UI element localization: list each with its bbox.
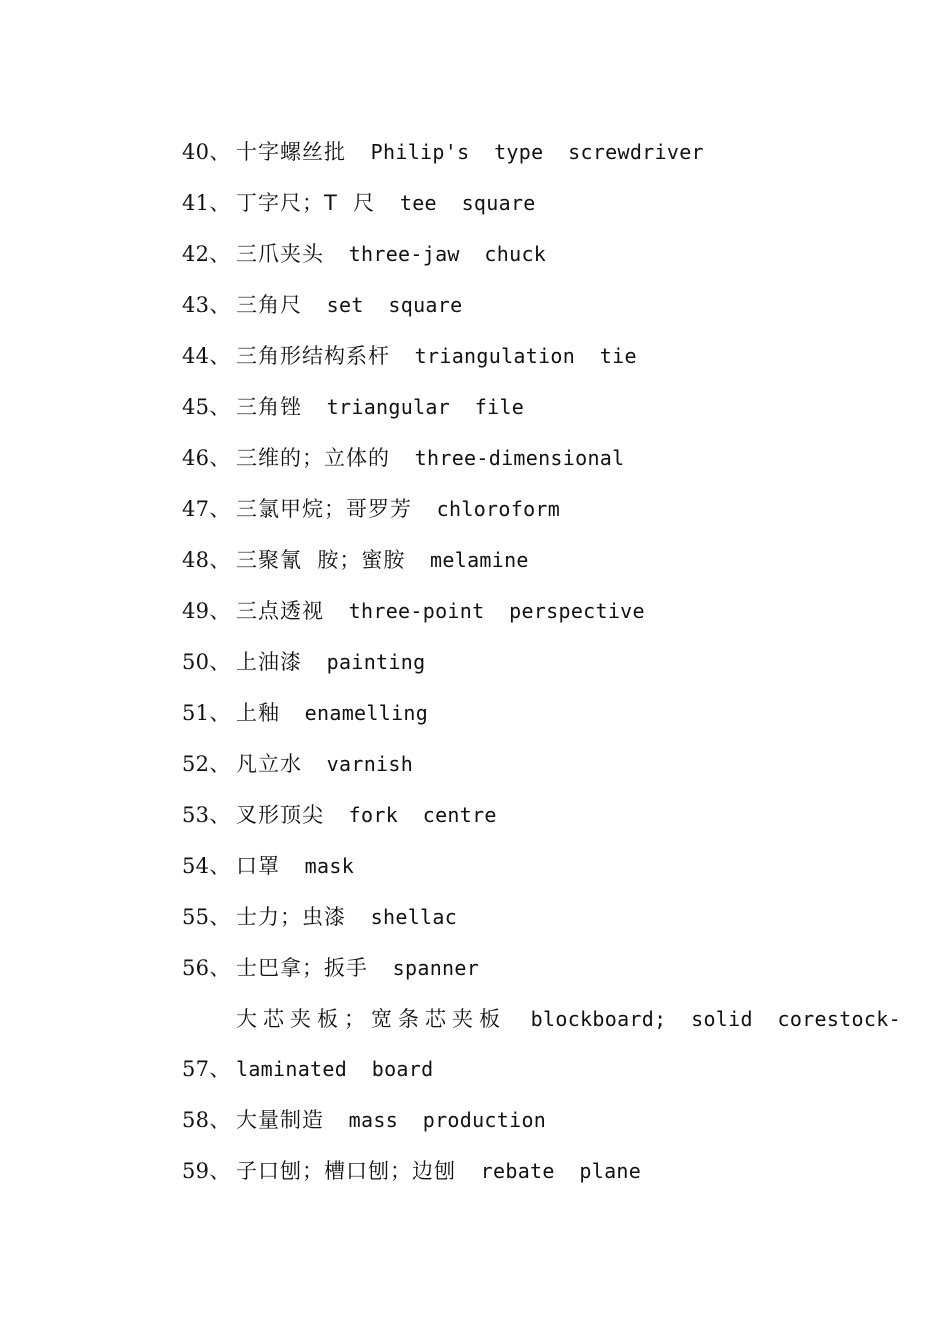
entry-chinese-term: 叉形顶尖 [236,803,324,827]
list-item [182,1095,546,1146]
list-item [182,331,637,382]
entry-english-term: mask [280,854,355,878]
entry-number: 42、 [182,242,231,266]
entry-english-term: shellac [346,905,458,929]
list-item [182,637,425,688]
entry-chinese-term: 大量制造 [236,1108,324,1132]
entry-english-term: triangular file [302,395,525,419]
entry-chinese-term: 三维的；立体的 [236,446,390,470]
list-item [182,1146,641,1197]
entry-number: 54、 [182,854,231,878]
entry-chinese-term: 三角尺 [236,293,302,317]
entry-chinese-term: 士巴拿；扳手 [236,956,368,980]
entry-chinese-term: 三点透视 [236,599,324,623]
list-item-57-first-line [236,994,901,1045]
list-item [182,688,428,739]
entry-number: 40、 [182,140,231,164]
entry-number: 57、 [182,1057,231,1081]
entry-chinese-term: 十字螺丝批 [236,140,346,164]
entry-number: 58、 [182,1108,231,1132]
list-item-57-second-line [182,1044,433,1095]
entry-number: 50、 [182,650,231,674]
entry-english-term: chloroform [412,497,561,521]
list-item [182,484,560,535]
list-item [182,382,524,433]
entry-number: 53、 [182,803,231,827]
list-item [182,841,354,892]
entry-english-term: three-dimensional [390,446,625,470]
entry-chinese-term: 上油漆 [236,650,302,674]
entry-english-term: spanner [368,956,480,980]
entry-chinese-term: 丁字尺；T 尺 [236,191,376,215]
entry-english-term: rebate plane [456,1159,642,1183]
entry-chinese-term: 三聚氰 胺；蜜胺 [236,548,406,572]
entry-number: 45、 [182,395,231,419]
entry-number: 46、 [182,446,231,470]
list-item [182,280,462,331]
entry-english-term: tee square [375,191,536,215]
entry-english-term: varnish [302,752,414,776]
entry-english-term: fork centre [324,803,497,827]
list-item [182,178,536,229]
list-item [182,739,413,790]
entry-chinese-term: 三角锉 [236,395,302,419]
entry-number: 44、 [182,344,231,368]
entry-english-term: mass production [324,1108,547,1132]
entry-english-term: three-point perspective [324,599,645,623]
entry-chinese-term: 凡立水 [236,752,302,776]
list-item [182,535,529,586]
list-item [182,943,479,994]
entry-chinese-term: 子口刨；槽口刨；边刨 [236,1159,456,1183]
entry-number: 52、 [182,752,231,776]
entry-chinese-term: 大芯夹板；宽条芯夹板 [236,1007,506,1031]
list-item [182,433,624,484]
entry-number: 43、 [182,293,231,317]
entry-chinese-term: 三氯甲烷；哥罗芳 [236,497,412,521]
entry-chinese-term: 三角形结构系杆 [236,344,390,368]
list-item [182,586,645,637]
list-item [182,892,457,943]
entry-english-term: enamelling [280,701,429,725]
entry-english-term: three-jaw chuck [324,242,547,266]
entry-english-term: blockboard; solid corestock- [506,1007,901,1031]
entry-english-term: painting [302,650,426,674]
entry-number: 47、 [182,497,231,521]
entry-english-term: triangulation tie [390,344,637,368]
entry-number: 49、 [182,599,231,623]
entry-chinese-term: 士力；虫漆 [236,905,346,929]
entry-number: 41、 [182,191,231,215]
entry-english-term: set square [302,293,463,317]
entry-english-term: melamine [405,548,529,572]
entry-chinese-term: 上釉 [236,701,280,725]
list-item [182,229,546,280]
entry-english-term: Philip's type screwdriver [346,140,704,164]
entry-number: 59、 [182,1159,231,1183]
entry-number: 51、 [182,701,231,725]
entry-english-term: laminated board [236,1057,434,1081]
list-item [182,790,497,841]
entry-number: 48、 [182,548,231,572]
entry-chinese-term: 三爪夹头 [236,242,324,266]
entry-number: 55、 [182,905,231,929]
entry-number: 56、 [182,956,231,980]
list-item [182,127,704,178]
entry-chinese-term: 口罩 [236,854,280,878]
